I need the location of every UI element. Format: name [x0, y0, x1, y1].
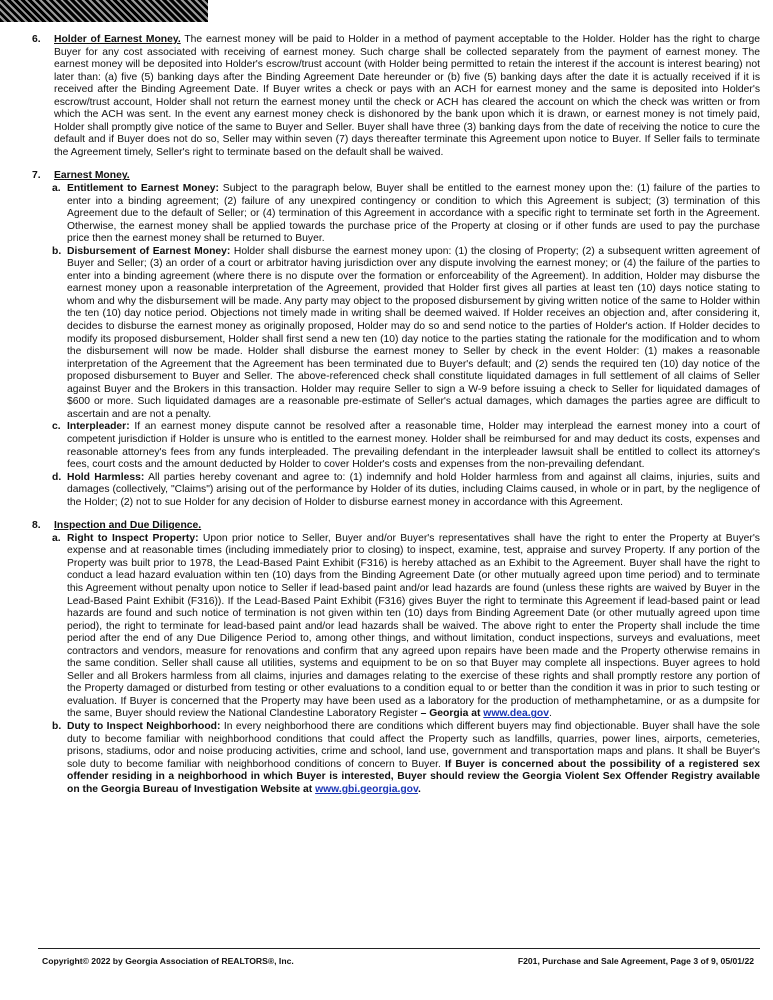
subsection-7a [52, 183, 760, 246]
section-number: 6. [32, 34, 41, 45]
sentence-end: . [417, 783, 421, 795]
dea-link[interactable]: www.dea.gov [483, 708, 549, 720]
section-title: Inspection and Due Diligence. [54, 520, 202, 532]
copyright-text: Copyright© 2022 by Georgia Association of REALTORS®, Inc. [42, 956, 294, 966]
section-text: The earnest money will be paid to Holder in a method of payment acceptable to the Holder. Holder has the right to charge Buyer for any cost associated with receiving of earnest money. Such charge shall be collected separately from the payment of earnest money. The earnest money will be deposited into Holder's escrow/trust account (with Holder being permitted to retain the interest if the account is interest bearing) not later than: (a) five (5) banking days after the Binding Agreement Date hereunder or (b) five (5) banking days after the date it is actually received if it is received after the Binding Agreement Date. If Buyer writes a check or pays with an ACH for earnest money and the same is deposited into Holder's escrow/trust account, Holder shall not return the earnest money until the check or ACH has cleared the account on which the check was written or from which the ACH was sent. In the event any earnest money check is dishonored by the bank upon which it is drawn, or earnest money is not timely paid, Holder shall promptly give notice of the same to Buyer and Seller. Buyer shall have three (3) banking days from the date of receiving the notice to cure the default and if Buyer does not do so, Seller may within seven (7) days thereafter terminate this Agreement upon notice to Buyer. If Seller fails to terminate the Agreement timely, Seller's right to terminate based on the default shall be waived. [54, 34, 761, 158]
page-footer [42, 956, 754, 966]
section-title: Earnest Money. [54, 170, 130, 182]
section-6-body [54, 34, 760, 159]
subsection-letter: a. [52, 183, 61, 195]
subsection-8a [52, 533, 760, 721]
redaction-bar [0, 0, 208, 22]
section-7 [30, 170, 760, 509]
section-number: 8. [32, 520, 41, 532]
section-8 [30, 520, 760, 796]
subsection-title: Interpleader: [67, 421, 130, 433]
subsection-text: Upon prior notice to Seller, Buyer and/or Buyer's representatives shall have the right to enter the Property at Buyer's expense and at reasonable times (including immediately prior to closing) to inspect, examine, test, appraise and survey Property. If any portion of the Property was built prior to 1978, the Lead-Based Paint Exhibit (F316) is hereby attached as an Exhibit to the Agreement. Buyer shall have the right to conduct a lead hazard evaluation within ten (10) days from the Binding Agreement Date (or other mutually agreed upon time period) and to terminate this Agreement without penalty upon notice to Seller if lead-based paint and/or lead hazards are found (unless these rights are waived by Buyer in the Lead-Based Paint Exhibit (F316)). If the Lead-Based Paint Exhibit (F316) gives Buyer the right to terminate this Agreement if lead-based paint or lead hazards are found and such notice of termination is not given within ten (10) days from Binding Agreement Date (or other mutually agreed upon time period), the right to terminate for lead-based paint and/or lead hazards shall be waived. The above right to enter the Property shall include the time period after the end of any Due Diligence Period to, among other things, and without limitation, conduct inspections, surveys and evaluations, meet contractors and vendors, measure for renovations and confirm that any agreed upon repairs have been made and the Property otherwise remains in the same condition. Seller shall cause all utilities, systems and equipment to be on so that Buyer may complete all inspections. Buyer agrees to hold Seller and all Brokers harmless from all claims, injuries and damages relating to the exercise of these rights and shall promptly restore any portion of the Property damaged or disturbed from testing or other evaluations to a condition equal to or better than the condition it was in prior to such testing or evaluation. If Buyer is concerned that the Property may have been used as a laboratory for the production of methamphetamine, or as a dumpsite for the same, Buyer should review the National Clandestine Laboratory Register [67, 532, 760, 720]
subsection-text: Holder shall disburse the earnest money upon: (1) the closing of Property; (2) a subsequent written agreement of Buyer and Seller; (3) an order of a court or arbitrator having jurisdiction over any dispute involving the earnest money; or (4) the failure of the parties to enter into a binding agreement (where there is no dispute over the formation or enforceability of the Agreement). In addition, Holder may disburse the earnest money upon a reasonable interpretation of the Agreement, provided that Holder first gives all parties at least ten (10) days notice stating to whom and why the disbursement will be made. Any party may object to the proposed disbursement by giving written notice of the same to Holder within the ten (10) day notice period. Objections not timely made in writing shall be deemed waived. If Holder receives an objection and, after considering it, decides to disburse the earnest money as originally proposed, Holder may do so and send notice to the parties of Holder's action. If Holder decides to modify its proposed disbursement, Holder shall first send a new ten (10) day notice to the parties stating the rationale for the modification and to whom the disbursement will now be made. Holder shall disburse the earnest money to Seller by check in the event Holder: (1) makes a reasonable interpretation of the Agreement that the Agreement has been terminated due to Buyer's default; and (2) sends the required ten (10) day notice of the proposed disbursement to Buyer and Seller. The above-referenced check shall constitute liquidated damages in full settlement of all claims of Seller against Buyer and the Brokers in this transaction. Holder may require Seller to sign a W-9 before issuing a check to Seller for liquidated damages of $600 or more. Such liquidated damages are a reasonable pre-estimate of Seller's actual damages, which damages the parties agree are difficult to ascertain and are not a penalty. [67, 245, 760, 420]
subsection-bold-text: – Georgia at [420, 708, 484, 720]
subsection-7c [52, 421, 760, 471]
subsection-text: All parties hereby covenant and agree to: (1) indemnify and hold Holder harmless from and against all claims, injuries, suits and damages (collectively, "Claims") arising out of the performance by Holder of its duties, including Claims caused, in whole or in part, by the negligence of the Holder; (2) not to sue Holder for any decision of Holder to disburse earnest money in accordance with this Agreement. [67, 471, 760, 508]
subsection-text: If an earnest money dispute cannot be resolved after a reasonable time, Holder may interplead the earnest money into a court of competent jurisdiction if Holder is unsure who is entitled to the earnest money. Holder shall be reimbursed for and may deduct its costs, expenses and reasonable attorney's fees from any funds interpleaded. The prevailing defendant in the interpleader lawsuit shall be entitled to collect its attorney's fees, court costs and the amount deducted by Holder to cover Holder's costs and expenses from the non-prevailing defendant. [67, 421, 760, 471]
subsection-letter: d. [52, 471, 62, 483]
subsection-letter: b. [52, 245, 62, 257]
subsection-7b [52, 246, 760, 422]
subsection-7d [52, 472, 760, 510]
footer-divider [38, 948, 760, 949]
subsection-title: Duty to Inspect Neighborhood: [67, 720, 221, 732]
subsection-title: Disbursement of Earnest Money: [67, 245, 231, 257]
gbi-link[interactable]: www.gbi.georgia.gov [315, 783, 418, 795]
subsection-text: Subject to the paragraph below, Buyer shall be entitled to the earnest money upon the: (1) failure of the parties to enter into a binding agreement; (2) failure of any unexpired contingency or condition to which this Agreement is subject; (3) termination of this Agreement due to the default of Seller; or (4) termination of this Agreement in accordance with a specific right to terminate set forth in the Agreement. Otherwise, the earnest money shall be applied towards the purchase price of the Property at closing or if other funds are used to pay the purchase price then the earnest money shall be returned to Buyer. [67, 183, 761, 245]
sex-offender-notice: If Buyer is concerned about the possibility of a registered sex offender residing in a neighborhood in which Buyer is interested, Buyer should review the Georgia Violent Sex Offender Registry available on the Georgia Bureau of Investigation Website at [67, 758, 761, 795]
subsection-letter: b. [52, 720, 62, 732]
section-number: 7. [32, 170, 41, 182]
section-6 [30, 34, 760, 159]
subsection-letter: a. [52, 532, 61, 544]
section-title: Holder of Earnest Money. [54, 34, 181, 45]
document-page [30, 34, 760, 807]
subsection-title: Hold Harmless: [67, 471, 145, 483]
subsection-title: Right to Inspect Property: [67, 532, 199, 544]
subsection-8b [52, 721, 760, 796]
subsection-letter: c. [52, 421, 61, 433]
sentence-end: . [549, 708, 552, 720]
subsection-text: In every neighborhood there are conditions which different buyers may find objectionable. Buyer shall have the sole duty to become familiar with neighborhood conditions that could affect the Property such as landfills, quarries, power lines, airports, cemeteries, prisons, stadiums, odor and noise producing activities, crime and school, land use, government and transportation maps and plans. It shall be Buyer's sole duty to become familiar with neighborhood conditions of concern to Buyer. [67, 720, 760, 770]
subsection-title: Entitlement to Earnest Money: [67, 183, 219, 195]
form-info: F201, Purchase and Sale Agreement, Page 3 of 9, 05/01/22 [517, 956, 754, 966]
